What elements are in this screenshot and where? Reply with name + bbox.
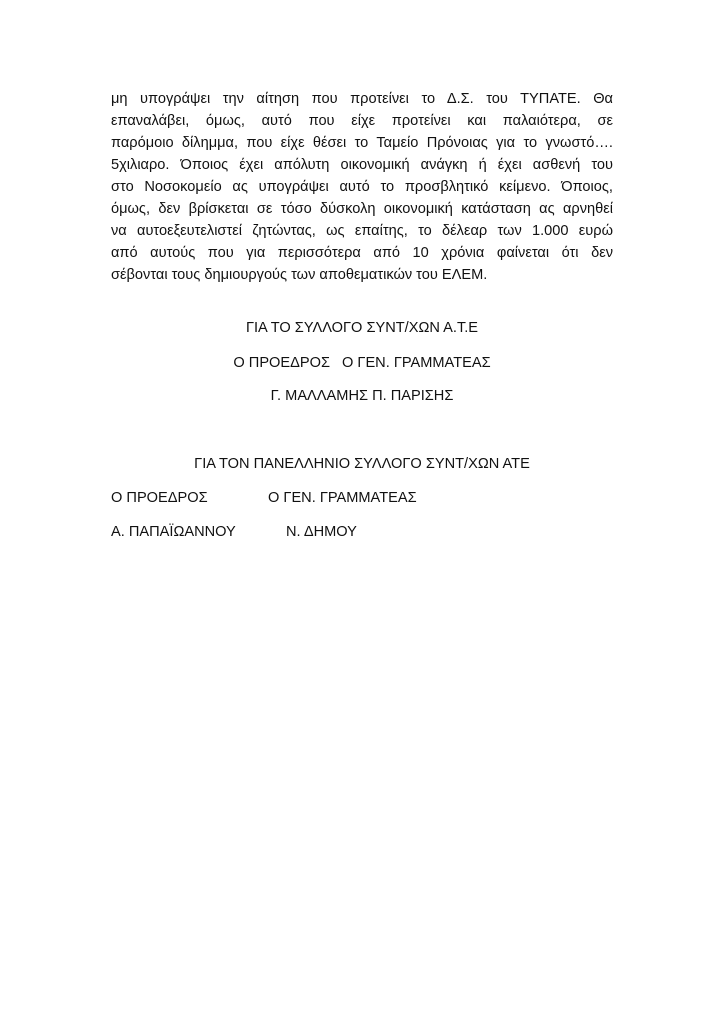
paragraph-line: επαναλάβει, όμως, αυτό που είχε προτείνει και παλαιότερα, σε xyxy=(111,113,613,129)
signature-2-secretary-role: Ο ΓΕΝ. ΓΡΑΜΜΑΤΕΑΣ xyxy=(268,490,417,506)
paragraph-line: στο Νοσοκομείο ας υπογράψει αυτό το προσβλητικό κείμενο. Όποιος, xyxy=(111,179,613,195)
paragraph-line: παρόμοιο δίλημμα, που είχε θέσει το Ταμείο Πρόνοιας για το γνωστό…. xyxy=(111,135,613,151)
signature-1-secretary-role: Ο ΓΕΝ. ΓΡΑΜΜΑΤΕΑΣ xyxy=(342,355,491,371)
paragraph-line: σέβονται τους δημιουργούς των αποθεματικών του ΕΛΕΜ. xyxy=(111,267,488,283)
signature-2-president-role: Ο ΠΡΟΕΔΡΟΣ xyxy=(111,490,208,506)
paragraph-line: όμως, δεν βρίσκεται σε τόσο δύσκολη οικονομική κατάσταση ας αρνηθεί xyxy=(111,201,613,217)
signature-1-president-role: Ο ΠΡΟΕΔΡΟΣ xyxy=(233,355,330,371)
signature-1-secretary-name: Π. ΠΑΡΙΣΗΣ xyxy=(372,388,454,404)
body-paragraph xyxy=(111,88,613,286)
signature-1-heading: ΓΙΑ ΤΟ ΣΥΛΛΟΓΟ ΣΥΝΤ/ΧΩΝ Α.Τ.Ε xyxy=(245,320,479,336)
signature-1-names xyxy=(111,386,613,406)
paragraph-line: 5χιλιαρο. Όποιος έχει απόλυτη οικονομική ανάγκη ή έχει ασθενή του xyxy=(111,157,613,173)
signature-2-heading: ΓΙΑ ΤΟΝ ΠΑΝΕΛΛΗΝΙΟ ΣΥΛΛΟΓΟ ΣΥΝΤ/ΧΩΝ ΑΤΕ xyxy=(194,456,530,472)
signature-1-president-name: Γ. ΜΑΛΛΑΜΗΣ xyxy=(270,388,369,404)
paragraph-line: να αυτοεξευτελιστεί ζητώντας, ως επαίτης, το δέλεαρ των 1.000 ευρώ xyxy=(111,223,613,239)
signature-2-secretary-name: Ν. ΔΗΜΟΥ xyxy=(286,524,357,540)
signature-2-president-name: Α. ΠΑΠΑΪΩΑΝΝΟΥ xyxy=(111,524,236,540)
signature-1-roles xyxy=(111,353,613,373)
paragraph-line: μη υπογράψει την αίτηση που προτείνει το Δ.Σ. του ΤΥΠΑΤΕ. Θα xyxy=(111,91,613,107)
paragraph-line: από αυτούς που για περισσότερα από 10 χρόνια φαίνεται ότι δεν xyxy=(111,245,613,261)
